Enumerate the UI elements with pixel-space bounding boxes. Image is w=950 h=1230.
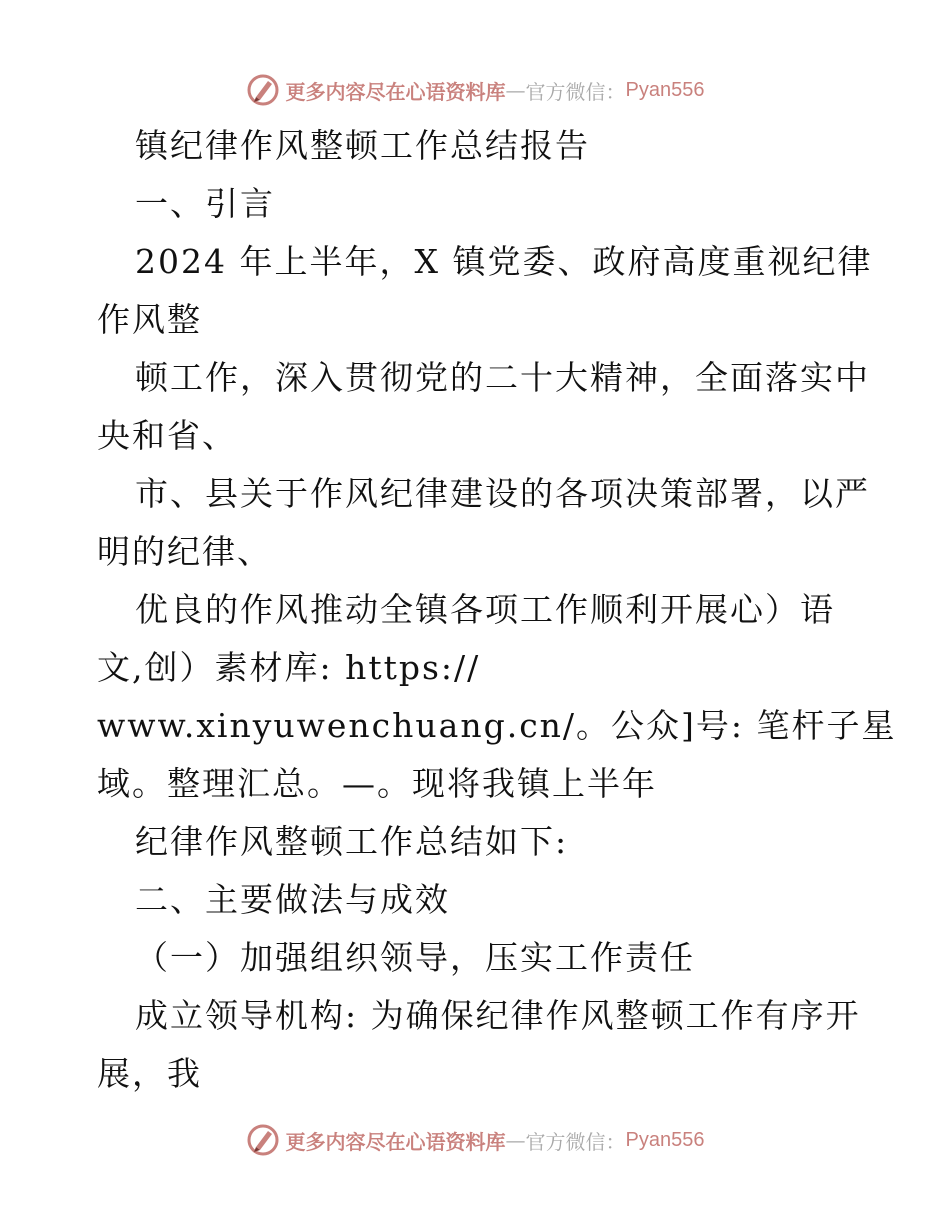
paragraph-line: 央和省、: [97, 416, 237, 455]
paragraph-line: www.xinyuwenchuang.cn/。公众]号: 笔杆子星: [97, 706, 897, 745]
section-heading-methods: 二、主要做法与成效: [135, 880, 450, 919]
document-body: [97, 117, 897, 1103]
paragraph-line: 作风整: [97, 300, 202, 339]
banner-dash: —: [505, 78, 526, 102]
banner-wechat-label: 官方微信：: [525, 1129, 626, 1154]
paragraph-line: 文,创）素材库: https://: [97, 648, 481, 687]
banner-wechat-handle: Pyan556: [625, 78, 705, 101]
section-heading-intro: 一、引言: [135, 184, 275, 223]
paragraph-line: 顿工作，深入贯彻党的二十大精神，全面落实中: [135, 358, 870, 397]
paragraph-line: 2024 年上半年，X 镇党委、政府高度重视纪律: [135, 242, 873, 281]
paragraph-line: 纪律作风整顿工作总结如下:: [135, 822, 569, 861]
paragraph-line: 展，我: [97, 1054, 202, 1093]
subsection-heading: （一）加强组织领导，压实工作责任: [135, 938, 695, 977]
banner-wechat-label: 官方微信：: [525, 79, 626, 104]
pen-logo-icon: [246, 73, 280, 107]
footer-banner: [0, 1120, 950, 1160]
banner-wechat-handle: Pyan556: [625, 1128, 705, 1151]
paragraph-line: 市、县关于作风纪律建设的各项决策部署，以严: [135, 474, 870, 513]
banner-dash: —: [505, 1128, 526, 1152]
paragraph-line: 成立领导机构: 为确保纪律作风整顿工作有序开: [135, 996, 861, 1035]
document-title: 镇纪律作风整顿工作总结报告: [135, 126, 590, 165]
pen-logo-icon: [246, 1123, 280, 1157]
paragraph-line: 优良的作风推动全镇各项工作顺利开展心）语: [135, 590, 835, 629]
banner-title: 更多内容尽在心语资料库: [285, 1129, 506, 1154]
banner-title: 更多内容尽在心语资料库: [285, 79, 506, 104]
header-banner: [0, 70, 950, 110]
paragraph-line: 域。整理汇总。—。现将我镇上半年: [97, 764, 657, 803]
paragraph-line: 明的纪律、: [97, 532, 272, 571]
